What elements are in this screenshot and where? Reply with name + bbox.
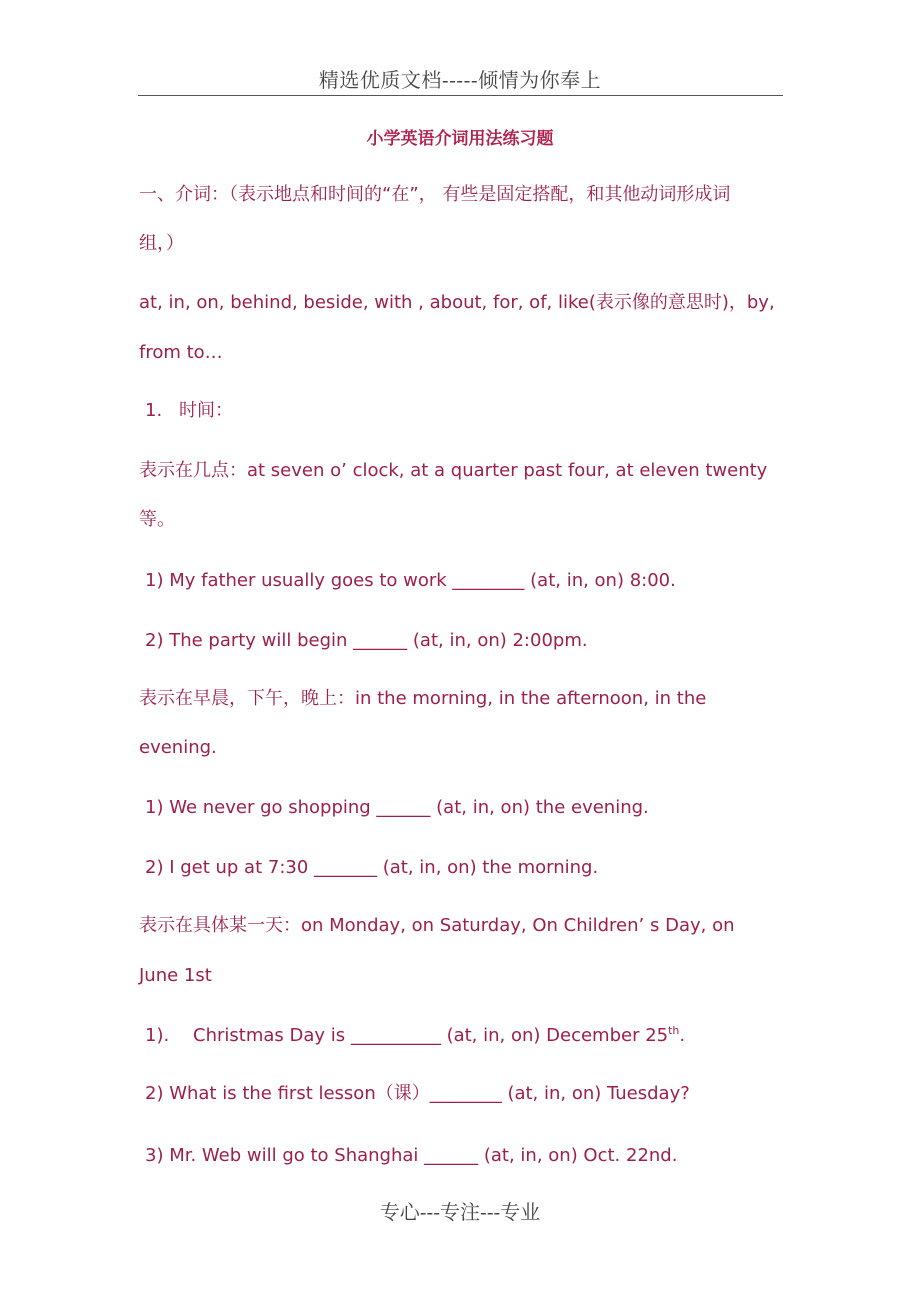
header-divider xyxy=(138,95,783,96)
clock-question-2: 2) The party will begin ______ (at, in, on) 2:00pm. xyxy=(145,630,588,651)
dayparts-description-line-1: 表示在早晨，下午，晚上：in the morning, in the afternoon, in the xyxy=(139,688,707,709)
dayparts-question-2: 2) I get up at 7:30 _______ (at, in, on) the morning. xyxy=(145,857,599,878)
dayparts-description-line-2: evening. xyxy=(139,737,217,758)
intro-line-1: 一、介词：（表示地点和时间的“在”， 有些是固定搭配，和其他动词形成词 xyxy=(139,184,731,205)
section-number: 1. xyxy=(145,400,163,421)
dayparts-question-1: 1) We never go shopping ______ (at, in, on) the evening. xyxy=(145,797,649,818)
preposition-list-line-1: at, in, on, behind, beside, with , about, for, of, like(表示像的意思时)，by, xyxy=(139,292,775,313)
clock-description-line-2: 等。 xyxy=(139,509,175,530)
intro-line-2: 组，） xyxy=(139,233,184,254)
days-question-2: 2) What is the first lesson（课）________ (at, in, on) Tuesday? xyxy=(145,1083,690,1104)
question-number: 1). xyxy=(145,1025,170,1046)
days-question-1 xyxy=(145,1024,685,1048)
ordinal-suffix: th xyxy=(668,1024,680,1037)
days-description-line-1: 表示在具体某一天：on Monday, on Saturday, On Children’ s Day, on xyxy=(139,915,735,936)
clock-question-1: 1) My father usually goes to work ________ (at, in, on) 8:00. xyxy=(145,570,676,591)
days-description-line-2: June 1st xyxy=(139,965,212,986)
page-footer: 专心---专注---专业 xyxy=(379,1200,541,1224)
preposition-list-line-2: from to… xyxy=(139,342,223,363)
document-title: 小学英语介词用法练习题 xyxy=(366,129,554,149)
page-header: 精选优质文档-----倾情为你奉上 xyxy=(318,68,602,92)
days-question-3: 3) Mr. Web will go to Shanghai ______ (at, in, on) Oct. 22nd. xyxy=(145,1145,678,1166)
section-title: 时间： xyxy=(179,400,233,421)
question-end: . xyxy=(679,1025,686,1046)
question-text: Christmas Day is __________ (at, in, on) December 25 xyxy=(193,1025,669,1046)
clock-description-line-1: 表示在几点：at seven o’ clock, at a quarter past four, at eleven twenty xyxy=(139,460,768,481)
section-heading-time xyxy=(145,399,233,423)
